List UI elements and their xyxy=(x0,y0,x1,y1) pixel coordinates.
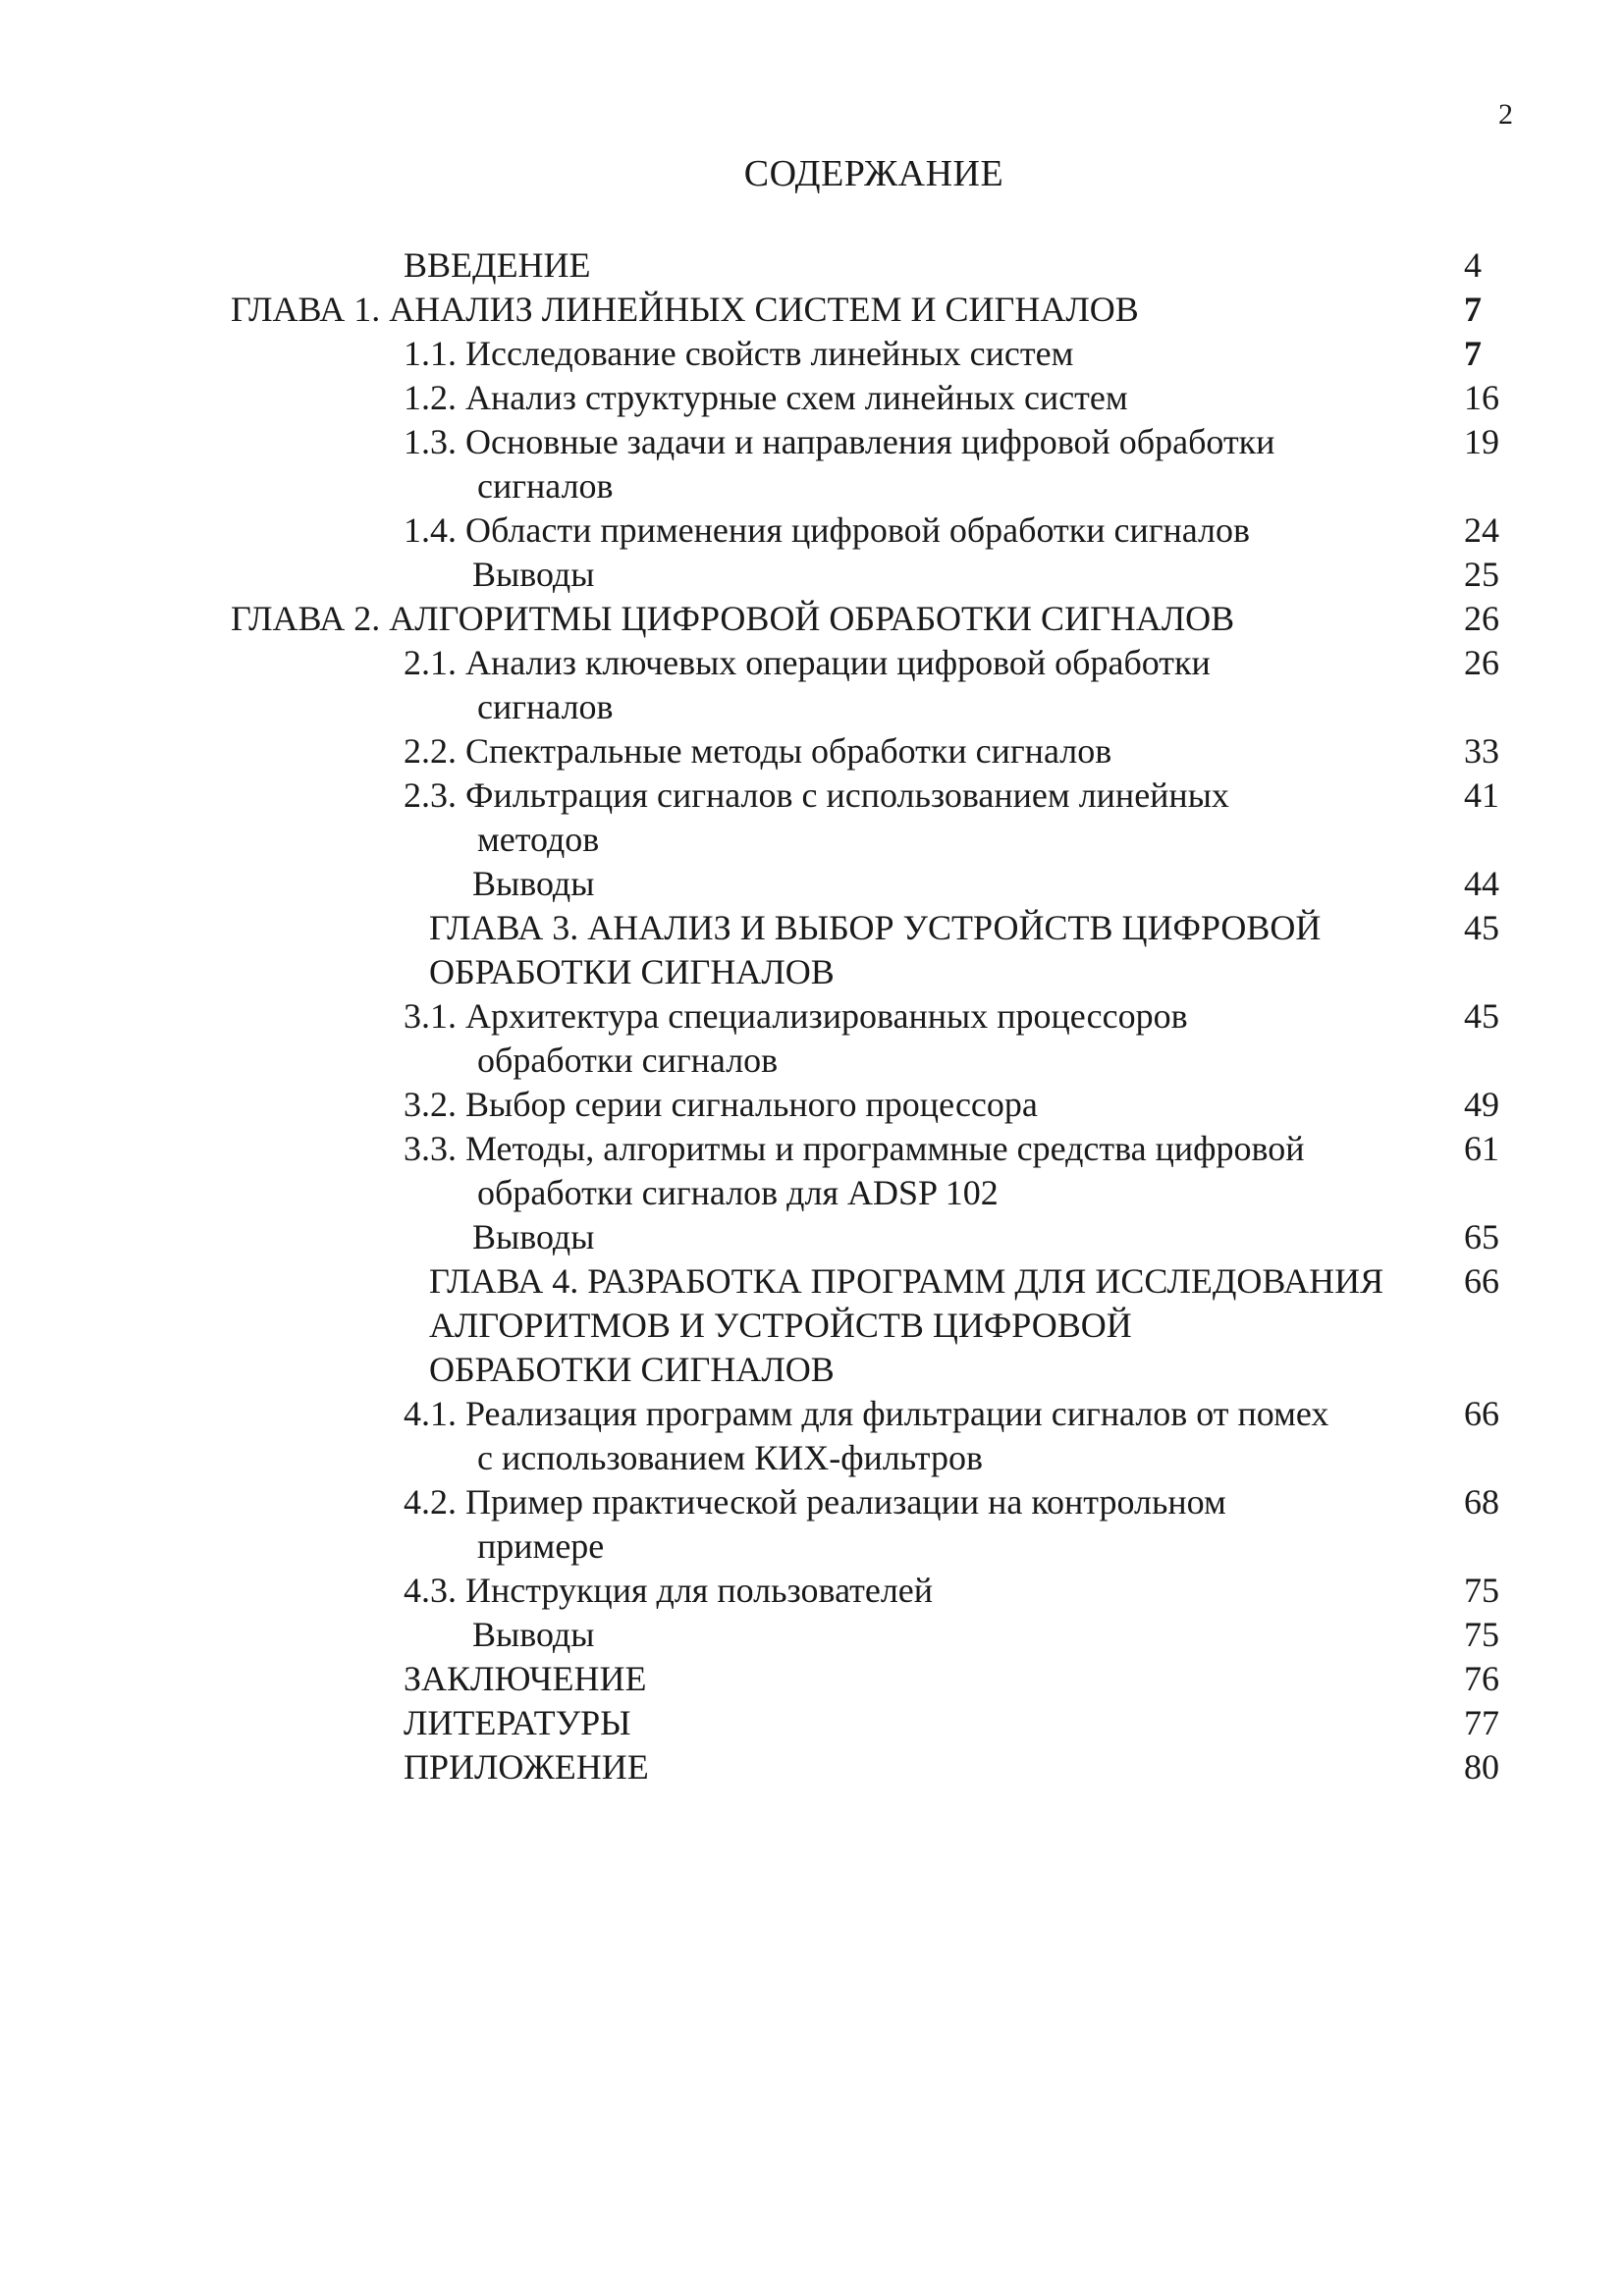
toc-entry-title: Выводы xyxy=(472,864,595,903)
toc-entry-title: ГЛАВА 2. АЛГОРИТМЫ ЦИФРОВОЙ ОБРАБОТКИ СИГНАЛОВ xyxy=(231,599,1235,638)
toc-entry-section xyxy=(0,420,1623,508)
toc-entry-title: ЗАКЛЮЧЕНИЕ xyxy=(404,1659,647,1698)
toc-entry-page-number: 61 xyxy=(1464,1129,1499,1168)
toc-entry-page-number: 75 xyxy=(1464,1571,1499,1610)
toc-entry-page-number: 25 xyxy=(1464,555,1499,594)
toc-entry-title: 3.3. Методы, алгоритмы и программные средства цифровой обработки сигналов для ADSP 102 xyxy=(404,1129,1305,1212)
toc-entry-title: Выводы xyxy=(472,1615,595,1654)
toc-entry-title: 1.2. Анализ структурные схем линейных систем xyxy=(404,378,1128,417)
page-number: 2 xyxy=(1498,98,1513,131)
toc-entry-page-number: 33 xyxy=(1464,731,1499,771)
toc-entry-title: Выводы xyxy=(472,1217,595,1256)
toc-entry-title: 2.2. Спектральные методы обработки сигналов xyxy=(404,731,1112,771)
toc-entry-page-number: 45 xyxy=(1464,908,1499,947)
toc-entry-title: 2.3. Фильтрация сигналов с использованием линейных методов xyxy=(404,775,1229,859)
toc-entry-intro xyxy=(0,1745,1623,1789)
toc-entry-title: ГЛАВА 1. АНАЛИЗ ЛИНЕЙНЫХ СИСТЕМ И СИГНАЛОВ xyxy=(231,290,1139,329)
toc-entry-conclusion xyxy=(0,1613,1623,1657)
toc-entry-page-number: 66 xyxy=(1464,1394,1499,1433)
toc-entry-section xyxy=(0,1127,1623,1215)
toc-entry-section xyxy=(0,1569,1623,1613)
toc-entry-title: 2.1. Анализ ключевых операции цифровой обработки сигналов xyxy=(404,643,1211,726)
toc-entry-page-number: 65 xyxy=(1464,1217,1499,1256)
toc-entry-section xyxy=(0,729,1623,774)
toc-entry-section xyxy=(0,1083,1623,1127)
toc-entry-section xyxy=(0,774,1623,862)
toc-entry-page-number: 77 xyxy=(1464,1703,1499,1742)
toc-entry-conclusion xyxy=(0,1215,1623,1259)
toc-entry-title: 3.1. Архитектура специализированных процессоров обработки сигналов xyxy=(404,996,1188,1080)
toc-entry-title: Выводы xyxy=(472,555,595,594)
toc-entry-section xyxy=(0,508,1623,553)
toc-entry-page-number: 49 xyxy=(1464,1085,1499,1124)
toc-entry-chapter xyxy=(0,597,1623,641)
toc-entry-section xyxy=(0,376,1623,420)
toc-entry-page-number: 16 xyxy=(1464,378,1499,417)
toc-entry-page-number: 26 xyxy=(1464,643,1499,682)
toc-entry-title: 4.2. Пример практической реализации на контрольном примере xyxy=(404,1482,1226,1566)
toc-entry-section xyxy=(0,1392,1623,1480)
toc-entry-conclusion xyxy=(0,553,1623,597)
toc-entry-title: 3.2. Выбор серии сигнального процессора xyxy=(404,1085,1038,1124)
toc-entry-title: 4.3. Инструкция для пользователей xyxy=(404,1571,934,1610)
toc-entry-intro xyxy=(0,243,1623,288)
toc-entry-title: 4.1. Реализация программ для фильтрации сигналов от помех с использованием КИХ-фильтров xyxy=(404,1394,1329,1477)
toc-entry-page-number: 41 xyxy=(1464,775,1499,815)
toc-entry-title: ПРИЛОЖЕНИЕ xyxy=(404,1747,649,1787)
toc-entry-page-number: 75 xyxy=(1464,1615,1499,1654)
toc-entry-page-number: 7 xyxy=(1464,290,1482,329)
toc-entry-section xyxy=(0,641,1623,729)
toc-entry-page-number: 19 xyxy=(1464,422,1499,461)
toc-entry-title: ЛИТЕРАТУРЫ xyxy=(404,1703,631,1742)
toc-entry-title: ГЛАВА 4. РАЗРАБОТКА ПРОГРАММ ДЛЯ ИССЛЕДОВАНИЯ АЛГОРИТМОВ И УСТРОЙСТВ ЦИФРОВОЙ ОБРАБОТКИ СИГНАЛОВ xyxy=(429,1261,1384,1389)
toc-entry-page-number: 76 xyxy=(1464,1659,1499,1698)
toc-entry-conclusion xyxy=(0,862,1623,906)
toc-entry-page-number: 7 xyxy=(1464,334,1482,373)
toc-entry-chapter xyxy=(0,1259,1623,1392)
toc-entry-page-number: 80 xyxy=(1464,1747,1499,1787)
toc-entry-page-number: 66 xyxy=(1464,1261,1499,1301)
toc-entry-chapter xyxy=(0,288,1623,332)
table-of-contents xyxy=(0,243,1623,1789)
toc-entry-page-number: 44 xyxy=(1464,864,1499,903)
toc-entry-section xyxy=(0,332,1623,376)
toc-entry-section xyxy=(0,994,1623,1083)
toc-entry-intro xyxy=(0,1657,1623,1701)
toc-entry-page-number: 24 xyxy=(1464,510,1499,550)
page-title: СОДЕРЖАНИЕ xyxy=(743,153,1004,194)
toc-entry-title: ВВЕДЕНИЕ xyxy=(404,245,591,285)
toc-entry-page-number: 68 xyxy=(1464,1482,1499,1522)
toc-entry-section xyxy=(0,1480,1623,1569)
toc-entry-chapter xyxy=(0,906,1623,994)
toc-entry-page-number: 45 xyxy=(1464,996,1499,1036)
toc-entry-title: 1.3. Основные задачи и направления цифровой обработки сигналов xyxy=(404,422,1275,506)
toc-entry-title: 1.4. Области применения цифровой обработки сигналов xyxy=(404,510,1250,550)
toc-entry-page-number: 26 xyxy=(1464,599,1499,638)
toc-entry-page-number: 4 xyxy=(1464,245,1482,285)
toc-entry-intro xyxy=(0,1701,1623,1745)
toc-entry-title: ГЛАВА 3. АНАЛИЗ И ВЫБОР УСТРОЙСТВ ЦИФРОВОЙ ОБРАБОТКИ СИГНАЛОВ xyxy=(429,908,1322,991)
toc-entry-title: 1.1. Исследование свойств линейных систем xyxy=(404,334,1074,373)
